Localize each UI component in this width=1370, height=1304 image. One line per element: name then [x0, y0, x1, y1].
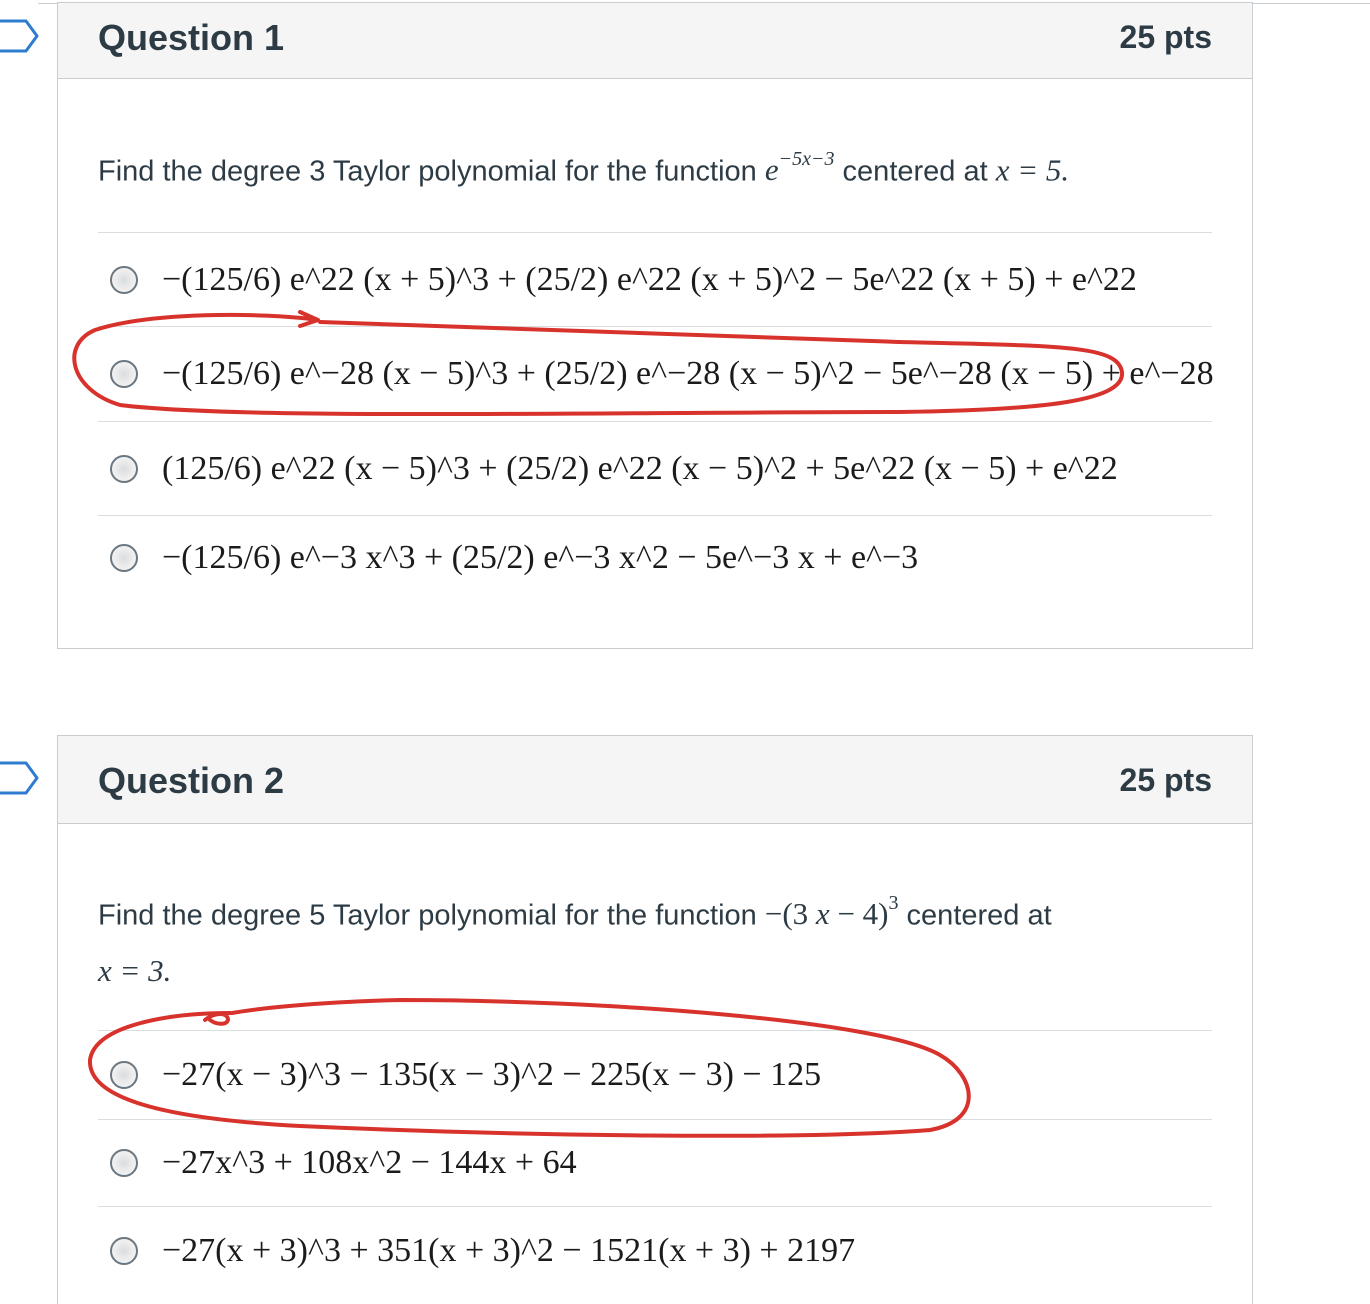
math-part: − 4) [829, 896, 889, 932]
divider [1252, 3, 1370, 4]
question-header [58, 3, 1252, 79]
center-math: x = 3. [98, 953, 172, 989]
radio-button[interactable] [110, 266, 138, 294]
radio-button[interactable] [110, 360, 138, 388]
question-text [98, 879, 1208, 1000]
answer-option[interactable] [98, 1030, 1212, 1119]
answer-label: −(125/6) e^22 (x + 5)^3 + (25/2) e^22 (x + 5)^2 − 5e^22 (x + 5) + e^22 [162, 260, 1137, 298]
question-2-card [57, 735, 1253, 1304]
question-text-part: Find the degree 3 Taylor polynomial for the function [98, 155, 765, 188]
answer-label: −27(x + 3)^3 + 351(x + 3)^2 − 1521(x + 3) + 2197 [162, 1231, 856, 1269]
answer-option[interactable] [98, 1119, 1212, 1206]
radio-button[interactable] [110, 1061, 138, 1089]
question-points: 25 pts [1119, 762, 1212, 798]
radio-button[interactable] [110, 1237, 138, 1265]
flag-question-icon[interactable] [0, 18, 40, 54]
function-math: −(3 x − 4)$^3$ [764, 892, 899, 932]
answer-option[interactable] [98, 421, 1212, 515]
answer-list [98, 1030, 1212, 1294]
answer-label: (125/6) e^22 (x − 5)^3 + (25/2) e^22 (x − 5)^2 + 5e^22 (x − 5) + e^22 [162, 449, 1118, 487]
question-text-part: Find the degree 5 Taylor polynomial for the function [98, 899, 765, 932]
question-text [98, 135, 1208, 199]
radio-button[interactable] [110, 1149, 138, 1177]
question-title: Question 1 [98, 17, 285, 58]
question-1-card [57, 2, 1253, 649]
answer-label: −27x^3 + 108x^2 − 144x + 64 [162, 1144, 577, 1181]
answer-list [98, 232, 1212, 599]
answer-option[interactable] [98, 1206, 1212, 1294]
flag-question-icon[interactable] [0, 760, 40, 796]
question-text-part: centered at [834, 155, 996, 188]
question-title: Question 2 [98, 760, 285, 801]
divider [38, 3, 58, 4]
exponent: −5x−3 [778, 148, 835, 170]
question-points: 25 pts [1119, 19, 1212, 55]
function-math: $e^{-5x-3}$ [764, 148, 835, 188]
question-text-part: centered at [898, 899, 1052, 932]
center-math: x = 5. [995, 152, 1070, 188]
radio-button[interactable] [110, 455, 138, 483]
question-header [58, 736, 1252, 824]
answer-option[interactable] [98, 326, 1212, 421]
answer-label: −27(x − 3)^3 − 135(x − 3)^2 − 225(x − 3) − 125 [162, 1056, 822, 1093]
exponent: 3 [888, 892, 899, 914]
answer-option[interactable] [98, 232, 1212, 326]
answer-label: −(125/6) e^−28 (x − 5)^3 + (25/2) e^−28 (x − 5)^2 − 5e^−28 (x − 5) + e^−28 [162, 355, 1214, 392]
radio-button[interactable] [110, 544, 138, 572]
math-part: −(3 [764, 896, 816, 932]
answer-label: −(125/6) e^−3 x^3 + (25/2) e^−3 x^2 − 5e^−3 x + e^−3 [162, 538, 919, 576]
answer-option[interactable] [98, 515, 1212, 599]
